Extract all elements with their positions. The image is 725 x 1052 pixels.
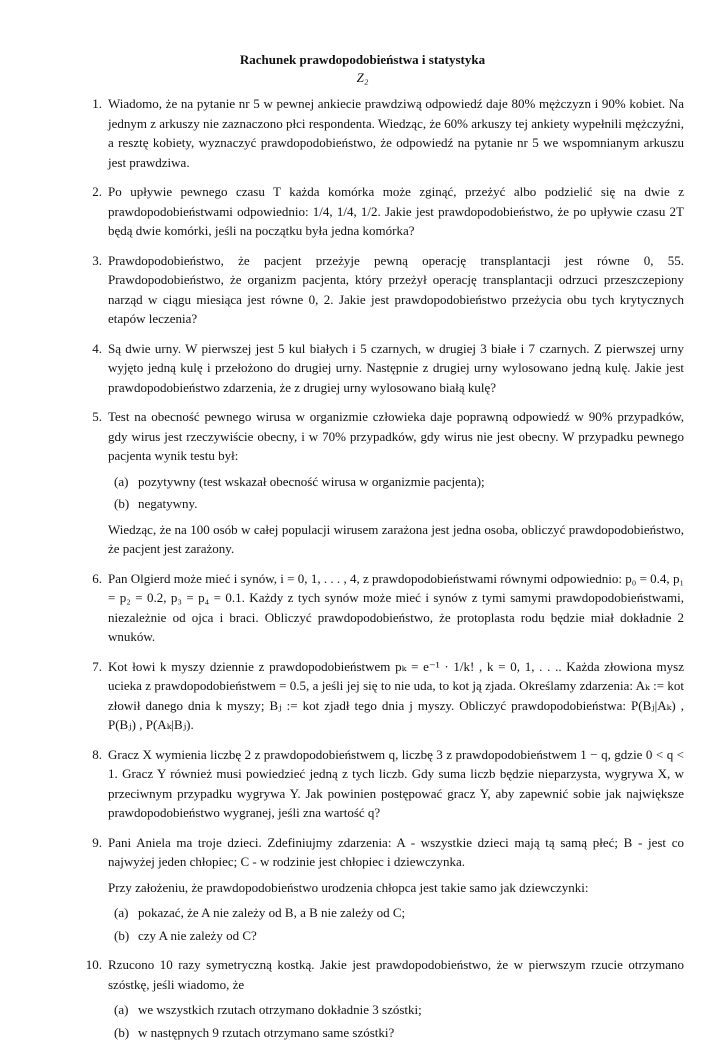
subitem-text: czy A nie zależy od C?	[138, 927, 257, 943]
problem-number: 6.	[92, 570, 102, 586]
subitem-b	[108, 1023, 684, 1043]
problem-number: 5.	[92, 409, 102, 424]
subitem-label: (b)	[114, 927, 130, 943]
problem-number: 3.	[92, 252, 102, 268]
problem-number: 7.	[92, 658, 102, 674]
problem-number: 2.	[92, 184, 102, 199]
subitem-text: we wszystkich rzutach otrzymano dokładnie 3 szóstki;	[138, 1002, 422, 1017]
subitem-label: (a)	[114, 473, 129, 489]
subitem-a	[108, 1000, 684, 1020]
problem-text: Pani Aniela ma troje dzieci. Zdefiniujmy zdarzenia: A - wszystkie dzieci mają tą samą płeć; B - jest co najwyżej jeden chłopiec; C - w rodzinie jest chłopiec i dziewczynka.	[108, 834, 684, 869]
problem-text: Gracz X wymienia liczbę 2 z prawdopodobieństwem q, liczbę 3 z prawdopodobieństwem 1 − q, gdzie 0 < q < 1. Gracz Y również musi powiedzieć jedną z tych liczb. Gdy suma liczb będzie nieparzysta, wygrywa X, w przeciwnym przypadku wygrywa Y. Jak powinien postępować gracz Y, aby zapewnić sobie jak największe prawdopodobieństwo wygranej, jeśli zna wartość q?	[108, 746, 684, 820]
problem-followup-text: Wiedząc, że na 100 osób w całej populacji wirusem zarażona jest jedna osoba, obliczyć prawdopodobieństwo, że pacjent jest zarażony.	[108, 521, 684, 556]
subitem-text: pozytywny (test wskazał obecność wirusa w organizmie pacjenta);	[138, 473, 485, 489]
subitem-b	[108, 494, 684, 514]
problem-number: 1.	[92, 96, 102, 111]
subitem-list	[108, 903, 684, 945]
subitem-label: (b)	[114, 496, 130, 511]
problem-text: Są dwie urny. W pierwszej jest 5 kul białych i 5 czarnych, w drugiej 3 białe i 7 czarnych. Z pierwszej urny wyjęto jedną kulę i przełożono do drugiej urny. Następnie z drugiej urny wylosowano jedną kulę. Jakie jest prawdopodobieństwo zdarzenia, że z drugiej urny wylosowano białą kulę?	[108, 340, 684, 395]
problem-number: 8.	[92, 746, 102, 762]
problem-5	[92, 407, 684, 559]
problem-number: 10.	[85, 957, 102, 972]
subitem-a	[108, 472, 684, 492]
subitem-b	[108, 926, 684, 946]
problem-number: 9.	[92, 834, 102, 850]
document-title: Rachunek prawdopodobieństwa i statystyka	[239, 52, 486, 67]
subitem-list	[108, 472, 684, 514]
subitem-text: pokazać, że A nie zależy od B, a B nie zależy od C;	[138, 905, 406, 920]
problem-9	[92, 833, 684, 946]
problem-number: 4.	[92, 340, 102, 356]
subitem-a	[108, 903, 684, 923]
problem-text: Przy założeniu, że prawdopodobieństwo urodzenia chłopca jest takie samo jak dziewczynki:	[108, 879, 589, 895]
problem-2	[92, 182, 684, 241]
problem-10	[85, 955, 684, 1042]
subitem-text: negatywny.	[138, 496, 198, 511]
problem-text: Pan Olgierd może mieć i synów, i = 0, 1, . . . , 4, z prawdopodobieństwami równymi odpowiednio: p₀ = 0.4, p₁ = p₂ = 0.2, p₃ = p₄ = 0.1. Każdy z tych synów może mieć i synów z tymi samymi prawdopodobieństwami, niezależnie od ojca i braci. Obliczyć prawdopodobieństwo, że protoplasta rodu będzie miał dokładnie 2 wnuków.	[108, 570, 684, 644]
subitem-label: (a)	[114, 905, 129, 920]
document-subtitle: Z₂	[356, 70, 369, 85]
subitem-label: (a)	[114, 1002, 129, 1017]
problem-text: Prawdopodobieństwo, że pacjent przeżyje pewną operację transplantacji jest równe 0, 55. Prawdopodobieństwo, że organizm pacjenta, który przeżył operację transplantacji odrzuci przeszczepiony narząd w ciągu miesiąca jest równe 0, 2. Jakie jest prawdopodobieństwo przeżycia obu tych krytycznych etapów leczenia?	[108, 252, 684, 326]
problem-list	[85, 94, 684, 1052]
problem-text: Test na obecność pewnego wirusa w organizmie człowieka daje poprawną odpowiedź w 90% przypadków, gdy wirus jest rzeczywiście obecny, i w 70% przypadków, gdy wirus nie jest obecny. W przypadku pewnego pacjenta wynik testu był:	[108, 409, 684, 463]
problem-8	[92, 745, 684, 823]
problem-text: Rzucono 10 razy symetryczną kostką. Jakie jest prawdopodobieństwo, że w pierwszym rzucie otrzymano szóstkę, jeśli wiadomo, że	[108, 957, 684, 992]
problem-7	[92, 657, 684, 735]
problem-6	[92, 569, 684, 647]
problem-3	[92, 251, 684, 329]
subitem-list	[108, 1000, 684, 1042]
problem-1	[92, 94, 684, 172]
problem-4	[92, 339, 684, 398]
problem-text: Wiadomo, że na pytanie nr 5 w pewnej ankiecie prawdziwą odpowiedź daje 80% mężczyzn i 90% kobiet. Na jednym z arkuszy nie zaznaczono płci respondenta. Wiedząc, że 60% arkuszy tej ankiety wypełnili mężczyźni, a resztę kobiety, wyznaczyć prawdopodobieństwo, że odpowiedź na pytanie nr 5 we wspomnianym arkuszu jest prawdziwa.	[108, 96, 684, 170]
problem-text: Po upływie pewnego czasu T każda komórka może zginąć, przeżyć albo podzielić się na dwie z prawdopodobieństwami odpowiednio: 1/4, 1/4, 1/2. Jakie jest prawdopodobieństwo, że po upływie czasu 2T będą dwie komórki, jeśli na początku była jedna komórka?	[108, 184, 684, 238]
problem-text: Kot łowi k myszy dziennie z prawdopodobieństwem pₖ = e⁻¹ · 1/k! , k = 0, 1, . . .. Każda złowiona mysz ucieka z prawdopodobieństwem = 0.5, a jeśli jej się to nie uda, to kot ją zjada. Określamy zdarzenia: Aₖ := kot złowił danego dnia k myszy; Bⱼ := kot zjadł tego dnia j myszy. Obliczyć prawdopodobieństwa: P(Bⱼ|Aₖ) , P(Bⱼ) , P(Aₖ|Bⱼ).	[108, 658, 684, 732]
subitem-text: w następnych 9 rzutach otrzymano same szóstki?	[138, 1024, 395, 1040]
subitem-label: (b)	[114, 1024, 130, 1040]
